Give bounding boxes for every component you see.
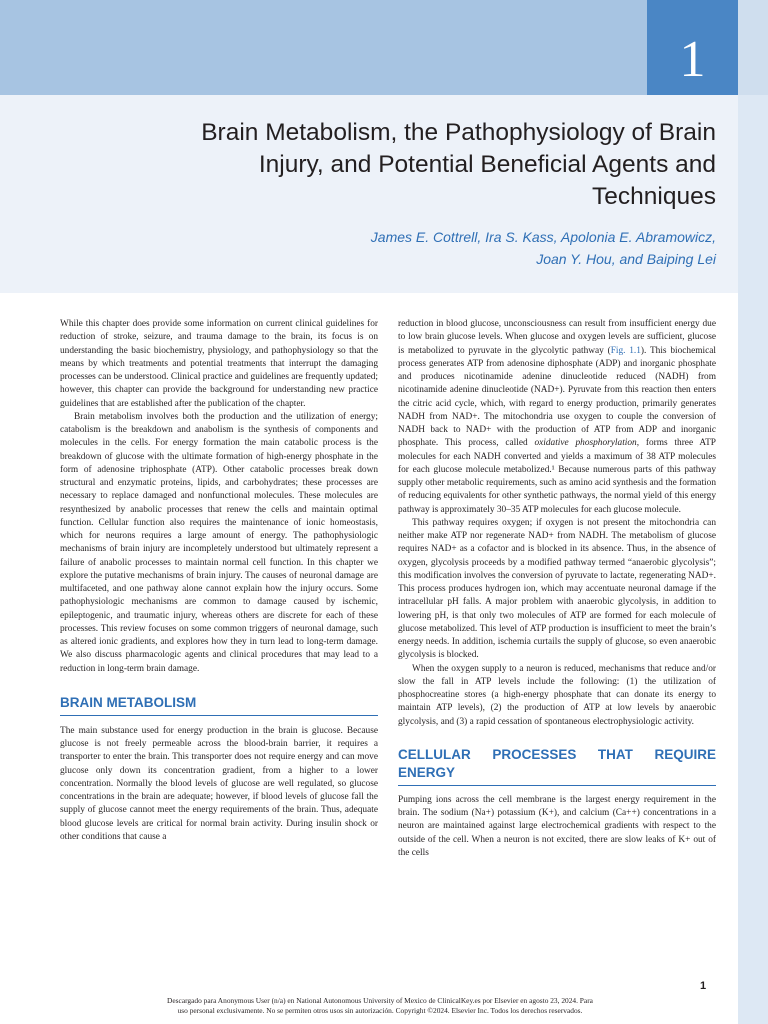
- paragraph: Pumping ions across the cell membrane is the largest energy requirement in the brain. The sodium (Na+) potassium (K+), and calcium (Ca++) concentrations in a neuron are maintained against large electrochemical gradients with respect to the outside of the cell. When a neuron is not excited, there are slow leaks of K+ out of the cells: [398, 794, 716, 858]
- authors-line-1: James E. Cottrell, Ira S. Kass, Apolonia E. Abramowicz,: [370, 229, 716, 245]
- paragraph: When the oxygen supply to a neuron is reduced, mechanisms that reduce and/or slow the fall in ATP levels include the following: (1) the utilization of phosphocreatine stores (a high-energy phosphate that can donate its energy to maintain ATP levels), (2) the production of ATP at low levels by anaerobic glycolysis, and (3) a rapid cessation of spontaneous electrophysiologic activity.: [398, 663, 716, 727]
- authors-line-2: Joan Y. Hou, and Baiping Lei: [536, 251, 716, 267]
- paragraph: Brain metabolism involves both the production and the utilization of energy; catabolism is the breakdown and anabolism is the synthesis of components and molecules in the cells. For energy formation the main catabolic process is the breakdown of glucose with the ultimate formation of high-energy phosphate in the form of adenosine triphosphate (ATP). Other catabolic processes break down structural and enzymatic proteins, lipids, and carbohydrates; these processes are necessary to replace damaged and nonfunctional molecules. These molecules are resynthesized by anabolic processes that renew the cells and maintain optimal function. Cellular function also requires the maintenance of ionic homeostasis, which for neurons requires a large amount of energy. The pathophysiologic mechanisms of brain injury are incompletely understood but ultimately represent a failure of anabolic processes to maintain normal cell function. In this chapter we explore the putative mechanisms of brain injury. The causes of neuronal damage are multifaceted, and one pathway alone cannot explain how the injury occurs. Some pathophysiologic mechanisms are common to damage caused by ischemic, epileptogenic, and traumatic injury, whereas others are discrete for each of these processes. This review focuses on some common triggers of neuronal damage, such as altered ionic gradients, and explores how they in turn lead to long-term damage. We also discuss pharmacologic agents and clinical procedures that may lead to a reduction in long-term brain damage.: [60, 411, 378, 674]
- left-column: [60, 318, 378, 844]
- section-heading-brain-metabolism: BRAIN METABOLISM: [60, 694, 378, 716]
- figure-link[interactable]: Fig. 1.1: [610, 345, 641, 356]
- section-heading-cellular-processes: CELLULAR PROCESSES THAT REQUIRE ENERGY: [398, 746, 716, 786]
- right-column: [398, 318, 716, 860]
- side-strip: [738, 0, 768, 1024]
- header-band: [0, 0, 738, 95]
- paragraph: This pathway requires oxygen; if oxygen is not present the mitochondria can neither make ATP nor regenerate NAD+ from NADH. The metabolism of glucose requires NAD+ as a cofactor and is blocked in its absence. Thus, in the absence of oxygen, glycolysis proceeds by a modified pathway termed “anaerobic glycolysis”; this modification involves the conversion of pyruvate to lactate, regenerating NAD+. This process produces hydrogen ion, which may accentuate neuronal damage if the intracellular pH falls. A major problem with anaerobic glycolysis, in addition to lowering pH, is that only two molecules of ATP are formed for each molecule of glucose metabolized. This level of ATP production is insufficient to meet the brain’s energy needs. In addition, ischemia curtails the supply of glucose, so even anaerobic glycolysis is blocked.: [398, 517, 716, 661]
- page-number: 1: [700, 980, 707, 992]
- authors: [196, 226, 716, 270]
- download-footer: Descargado para Anonymous User (n/a) en National Autonomous University of Mexico de ClinicalKey.es por Elsevier en agosto 23, 2024. Para uso personal exclusivamente. No se permiten otros usos sin autorización. Copyright ©2024. Elsevier Inc. Todos los derechos reservados.: [167, 996, 593, 1015]
- chapter-number: 1: [647, 0, 738, 95]
- chapter-title: Brain Metabolism, the Pathophysiology of Brain Injury, and Potential Beneficial Agents and Techniques: [201, 119, 716, 210]
- paragraph: The main substance used for energy production in the brain is glucose. Because glucose is not freely permeable across the blood-brain barrier, it requires a transporter to enter the brain. This transporter does not require energy and can move glucose only down its concentration gradient, from a higher to a lower concentration. Normally the blood levels of glucose are well regulated, so glucose concentrations in the brain are adequate; however, if blood levels of glucose fall the supply of glucose cannot meet the energy requirements of the brain. Thus, adequate blood glucose levels are critical for normal brain activity. During insulin shock or other conditions that cause a: [60, 725, 378, 842]
- paragraph: reduction in blood glucose, unconsciousness can result from insufficient energy due to low brain glucose levels. When glucose and oxygen levels are sufficient, glucose is metabolized to pyruvate in the glycolytic pathway (Fig. 1.1). This biochemical process generates ATP from adenosine diphosphate (ADP) and inorganic phosphate and produces nicotinamide adenine dinucleotide reduced (NADH) from nicotinamide adenine dinucleotide (NAD+). Pyruvate from this reaction then enters the citric acid cycle, which, with regard to energy production, primarily generates NADH from NAD+. The mitochondria use oxygen to couple the conversion of NADH back to NAD+ with the production of ATP from ADP and inorganic phosphate. This process, called oxidative phosphorylation, forms three ATP molecules for each NADH converted and yields a maximum of 38 ATP molecules for each glucose molecule metabolized.¹ Because numerous parts of this pathway supply other metabolic requirements, such as amino acid synthesis and the formation of reducing equivalents for other synthetic pathways, the normal yield of this energy pathway is approximately 30–35 ATP molecules for each glucose molecule.: [398, 319, 716, 515]
- paragraph: While this chapter does provide some information on current clinical guidelines for reduction of stroke, seizure, and trauma damage to the brain, its focus is on understanding the basic biochemistry, physiology, and pathophysiology so that the means by which treatments and potential treatments that interrupt the damaging processes can be understood. Clinical practice and guidelines are frequently updated; however, this chapter can provide the background for understanding new practice guidelines that are established after the publication of the chapter.: [60, 319, 378, 409]
